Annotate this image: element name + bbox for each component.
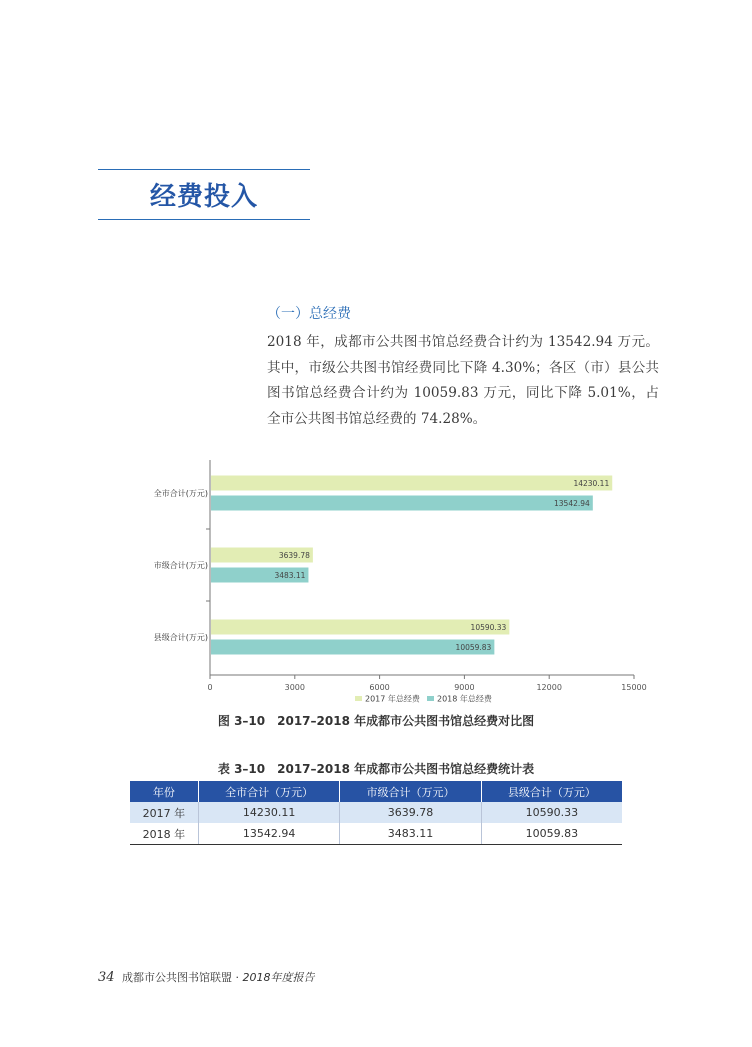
x-tick-label: 15000	[621, 683, 647, 692]
cell-municipal-total: 3639.78	[340, 802, 481, 823]
category-label: 全市合计(万元)	[153, 489, 208, 498]
title-rule-bottom	[98, 219, 310, 220]
bar-value-label: 3639.78	[278, 551, 310, 560]
legend-swatch	[427, 696, 434, 701]
bar-2017	[211, 620, 509, 635]
legend-label: 2017 年总经费	[365, 694, 420, 704]
header-county-total: 县级合计（万元）	[481, 781, 622, 802]
subheading: （一）总经费	[267, 306, 351, 322]
bar-2018	[211, 496, 593, 511]
page-number: 34	[98, 970, 115, 985]
bar-value-label: 10059.83	[455, 643, 492, 652]
x-tick-label: 3000	[284, 683, 305, 692]
title-rule-top	[98, 169, 310, 170]
figure-caption: 图 3–10 2017–2018 年成都市公共图书馆总经费对比图	[217, 714, 535, 728]
header-year: 年份	[130, 781, 198, 802]
table-caption: 表 3–10 2017–2018 年成都市公共图书馆总经费统计表	[217, 762, 535, 776]
cell-county-total: 10059.83	[481, 823, 622, 845]
category-label: 县级合计(万元)	[153, 633, 208, 642]
legend-label: 2018 年总经费	[437, 694, 492, 704]
section-title: 经费投入	[149, 182, 258, 212]
x-tick-label: 9000	[454, 683, 475, 692]
x-tick-label: 0	[207, 683, 213, 692]
legend-swatch	[355, 696, 362, 701]
funding-bar-chart	[140, 455, 660, 705]
x-tick-label: 12000	[536, 683, 562, 692]
cell-municipal-total: 3483.11	[340, 823, 481, 845]
table-row	[130, 802, 622, 823]
bar-value-label: 10590.33	[470, 623, 507, 632]
table-header-row	[130, 781, 622, 802]
header-city-total: 全市合计（万元）	[198, 781, 339, 802]
table-row	[130, 823, 622, 845]
chart-layer	[154, 460, 647, 704]
body-paragraph: 2018 年，成都市公共图书馆总经费合计约为 13542.94 万元。其中，市级公共图书馆经费同比下降 4.30%；各区（市）县公共图书馆总经费合计约为 10059.83 万元，同比下降 5.01%，占全市公共图书馆总经费的 74.28%。	[267, 334, 659, 427]
cell-year: 2017 年	[130, 802, 198, 823]
page-footer	[98, 969, 315, 985]
bar-value-label: 13542.94	[554, 499, 590, 508]
x-tick-label: 6000	[369, 683, 390, 692]
cell-year: 2018 年	[130, 823, 198, 845]
cell-county-total: 10590.33	[481, 802, 622, 823]
funding-stats-table	[130, 781, 622, 845]
cell-city-total: 13542.94	[198, 823, 339, 845]
bar-value-label: 3483.11	[274, 571, 306, 580]
category-label: 市级合计(万元)	[153, 561, 208, 570]
bar-2018	[211, 640, 494, 655]
report-year: 2018年度报告	[242, 971, 315, 984]
header-municipal-total: 市级合计（万元）	[340, 781, 481, 802]
bar-2017	[211, 476, 612, 491]
publication-name: 成都市公共图书馆联盟 ·	[122, 971, 240, 984]
bar-value-label: 14230.11	[573, 479, 610, 488]
cell-city-total: 14230.11	[198, 802, 339, 823]
